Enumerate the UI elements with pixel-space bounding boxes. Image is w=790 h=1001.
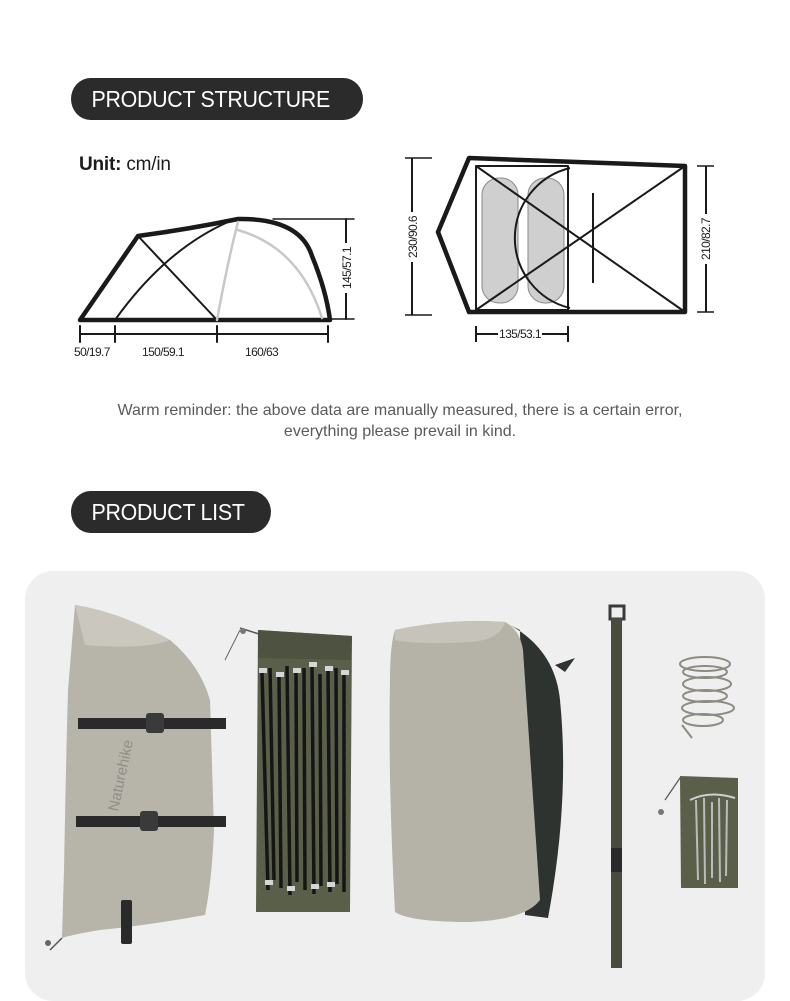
unit-key: Unit:	[79, 154, 122, 175]
product-list-heading: PRODUCT LIST	[71, 491, 271, 533]
dim-top-inner-length: 210/82.7	[699, 214, 713, 264]
storage-strap	[610, 606, 624, 968]
dim-top-width: 135/53.1	[499, 327, 541, 341]
reminder-line-2: everything please prevail in kind.	[283, 423, 517, 440]
tent-poles-bag	[225, 628, 352, 912]
guy-ropes	[680, 657, 734, 738]
dim-side-left: 50/19.7	[74, 345, 110, 359]
reminder-line-1: Warm reminder: the above data are manually measured, there is a certain error,	[117, 402, 683, 419]
stakes-bag	[658, 776, 738, 888]
dim-side-right: 160/63	[245, 345, 279, 359]
dim-top-length: 230/90.6	[406, 212, 420, 262]
rolled-tent	[390, 621, 575, 922]
bag-logo-text: Naturehike	[105, 738, 137, 813]
unit-value: cm/in	[126, 154, 171, 175]
tent-storage-bag	[45, 605, 226, 950]
dim-side-middle: 150/59.1	[142, 345, 184, 359]
dim-side-height: 145/57.1	[340, 243, 354, 293]
product-structure-heading: PRODUCT STRUCTURE	[71, 78, 363, 120]
